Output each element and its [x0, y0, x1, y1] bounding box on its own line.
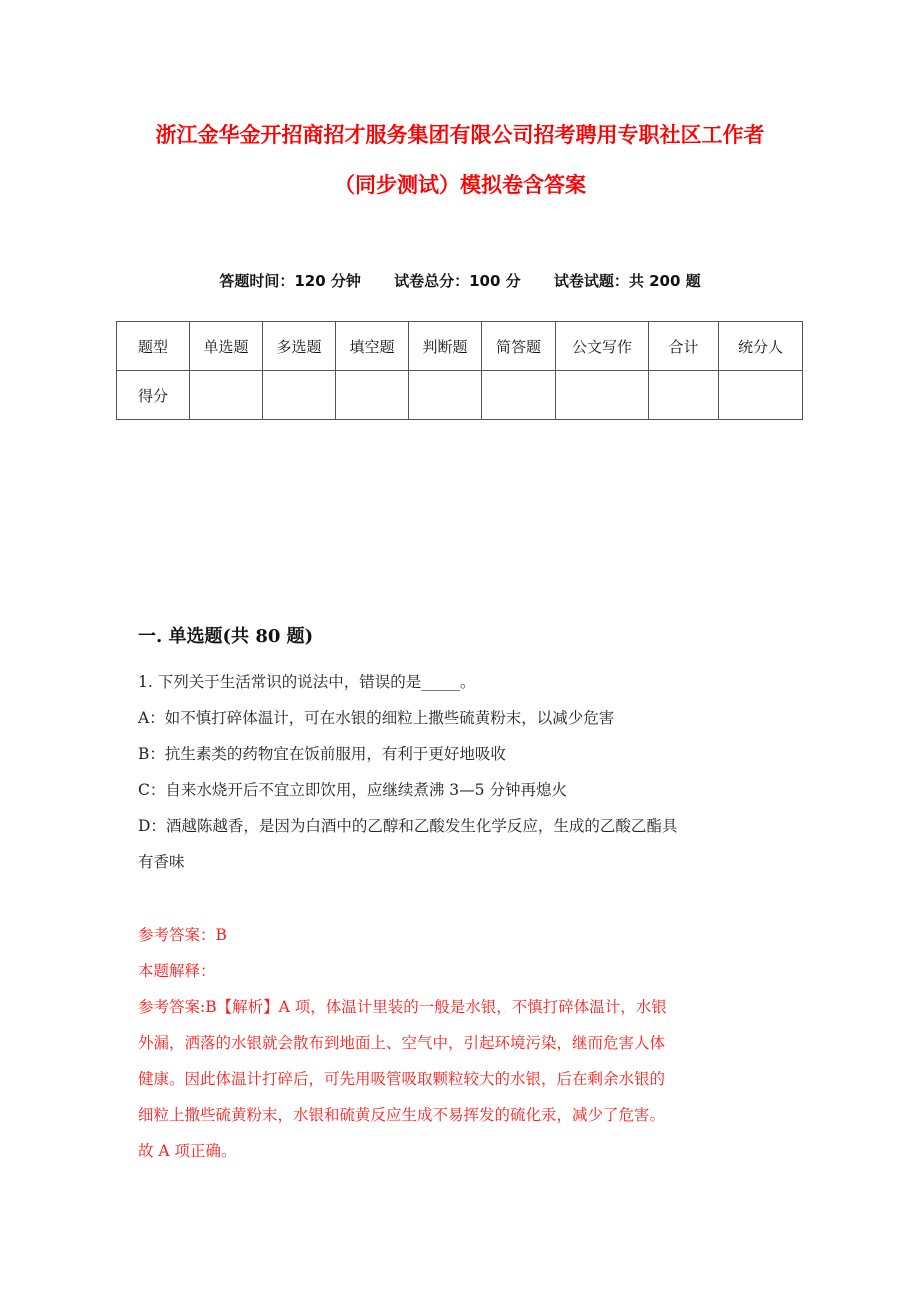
score-table-header-row [117, 322, 803, 371]
exam-question-count: 试卷试题：共 200 题 [553, 272, 701, 290]
exam-time: 答题时间：120 分钟 [219, 272, 361, 290]
score-table-score-row [117, 371, 803, 420]
option-c: C：自来水烧开后不宜立即饮用，应继续煮沸 3—5 分钟再熄火 [138, 781, 567, 799]
explanation-line: 健康。因此体温计打碎后，可先用吸管吸取颗粒较大的水银，后在剩余水银的 [138, 1070, 666, 1088]
header-cell-official-writing: 公文写作 [556, 322, 649, 371]
score-cell [556, 371, 649, 420]
score-cell [719, 371, 803, 420]
row-label-score: 得分 [117, 371, 190, 420]
header-cell-scorer: 统分人 [719, 322, 803, 371]
score-table [116, 321, 803, 420]
score-cell [409, 371, 482, 420]
document-title-line-1: 浙江金华金开招商招才服务集团有限公司招考聘用专职社区工作者 [155, 123, 765, 147]
score-cell [190, 371, 263, 420]
option-a: A：如不慎打碎体温计，可在水银的细粒上撒些硫黄粉末，以减少危害 [138, 709, 615, 727]
score-cell [482, 371, 556, 420]
header-cell-fill-blank: 填空题 [336, 322, 409, 371]
header-cell-short-answer: 简答题 [482, 322, 556, 371]
document-title-line-2: （同步测试）模拟卷含答案 [334, 173, 586, 197]
exam-total-score: 试卷总分：100 分 [394, 272, 521, 290]
option-b: B：抗生素类的药物宜在饭前服用，有利于更好地吸收 [138, 745, 506, 763]
score-cell [649, 371, 719, 420]
exam-meta [0, 270, 920, 292]
header-cell-type: 题型 [117, 322, 190, 371]
section-heading: 一. 单选题(共 80 题) [138, 626, 314, 647]
header-cell-single-choice: 单选题 [190, 322, 263, 371]
header-cell-multi-choice: 多选题 [263, 322, 336, 371]
answer: 参考答案：B [138, 926, 227, 944]
option-d: D：酒越陈越香，是因为白酒中的乙醇和乙酸发生化学反应，生成的乙酸乙酯具 [138, 817, 678, 835]
explanation-line: 外漏，洒落的水银就会散布到地面上、空气中，引起环境污染，继而危害人体 [138, 1034, 666, 1052]
header-cell-total: 合计 [649, 322, 719, 371]
explanation-label: 本题解释： [138, 962, 216, 980]
score-cell [336, 371, 409, 420]
option-d-continued: 有香味 [138, 853, 185, 871]
score-cell [263, 371, 336, 420]
header-cell-true-false: 判断题 [409, 322, 482, 371]
question-stem: 1. 下列关于生活常识的说法中，错误的是_____。 [138, 673, 476, 691]
explanation-line: 参考答案:B【解析】A 项，体温计里装的一般是水银，不慎打碎体温计，水银 [138, 998, 667, 1016]
explanation-line: 细粒上撒些硫黄粉末，水银和硫黄反应生成不易挥发的硫化汞，减少了危害。 [138, 1106, 666, 1124]
explanation-line: 故 A 项正确。 [138, 1142, 237, 1160]
